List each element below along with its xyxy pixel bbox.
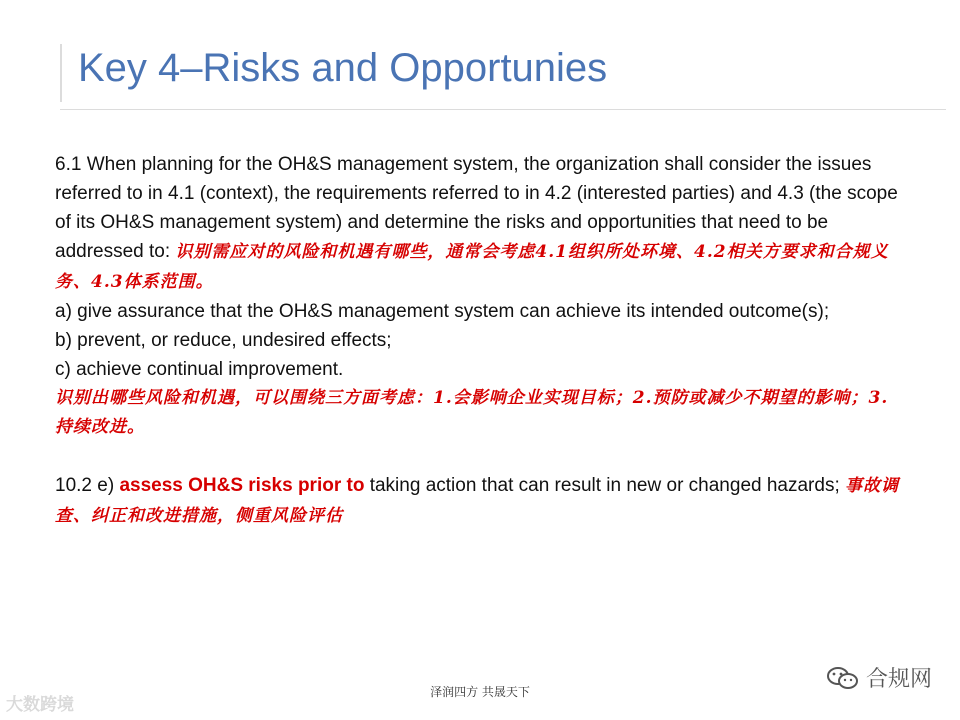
clause-10-2-highlight: assess OH&S risks prior to <box>119 475 365 496</box>
cn-summary-note: 识别出哪些风险和机遇，可以围绕三方面考虑：1.会影响企业实现目标；2.预防或减少不期望的影响；3.持续改进。 <box>55 388 889 437</box>
clause-6-1 <box>55 150 905 297</box>
title-divider <box>60 109 946 110</box>
item-c: c) achieve continual improvement. <box>55 359 344 380</box>
clause-6-1-cn-note: 识别需应对的风险和机遇有哪些，通常会考虑4.1组织所处环境、4.2相关方要求和合规义务、4.3体系范围。 <box>55 242 889 292</box>
clause-10-2-prefix: 10.2 e) <box>55 475 120 496</box>
wechat-icon <box>826 665 860 691</box>
clause-10-2-e <box>55 471 905 531</box>
slide-title: Key 4–Risks and Opportunies <box>78 46 608 90</box>
watermark-right <box>826 662 932 693</box>
clause-10-2-text: taking action that can result in new or changed hazards; <box>364 475 846 496</box>
clause-6-1-text: 6.1 When planning for the OH&S management system, the organization shall consider the issues referred to in 4.1 (context), the requirements referred to in 4.2 (interested parties) and 4.3 (the scope of its OH&S management system) and determine the risks and opportunities that need to be addressed to: <box>55 154 898 262</box>
title-accent-bar <box>60 44 62 102</box>
watermark-right-label: 合规网 <box>865 667 932 692</box>
item-a: a) give assurance that the OH&S management system can achieve its intended outcome(s); <box>55 301 830 322</box>
footer-slogan: 泽润四方 共晟天下 <box>430 685 530 699</box>
item-b: b) prevent, or reduce, undesired effects; <box>55 330 392 351</box>
clause-10-2-cn-note: 事故调查、纠正和改进措施，侧重风险评估 <box>55 476 900 526</box>
watermark-left: 大数跨境 <box>6 695 74 715</box>
slide-body <box>55 150 905 531</box>
